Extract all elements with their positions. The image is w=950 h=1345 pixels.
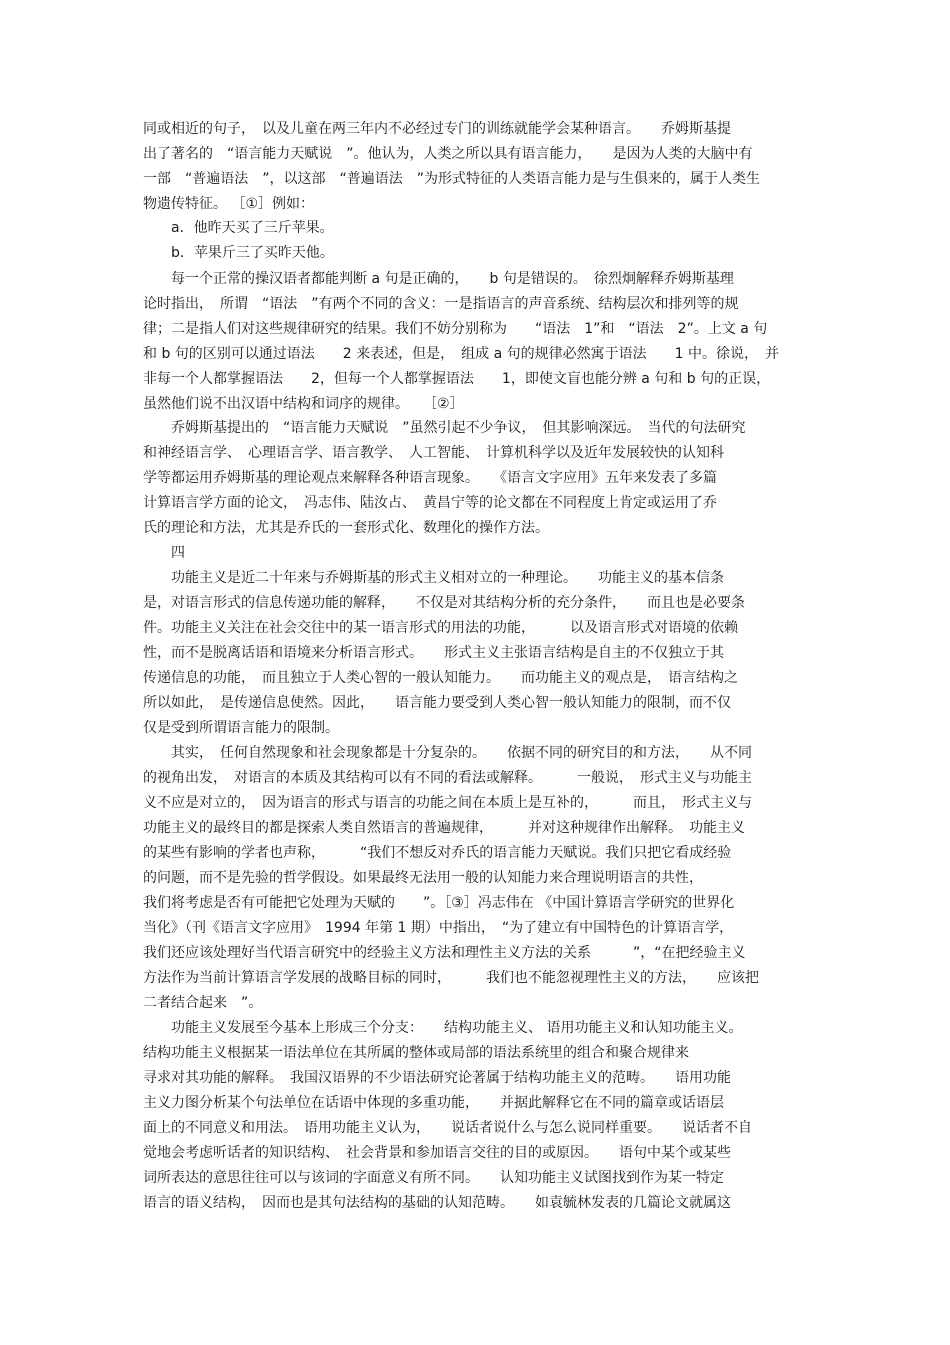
text-line: 觉地会考虑听话者的知识结构、 社会背景和参加语言交往的目的或原因。 语句中某个或某些 xyxy=(143,1145,731,1161)
section-heading: 四 xyxy=(143,545,185,561)
text-line: 功能主义的最终目的都是探索人类自然语言的普遍规律， 并对这种规律作出解释。 功能主义 xyxy=(143,820,745,836)
text-line: 寻求对其功能的解释。 我国汉语界的不少语法研究论著属于结构功能主义的范畴。 语用功能 xyxy=(143,1070,731,1086)
text-line: 的问题，而不是先验的哲学假设。如果最终无法用一般的认知能力来合理说明语言的共性， xyxy=(143,870,703,886)
text-line: 主义力图分析某个句法单位在话语中体现的多重功能， 并据此解释它在不同的篇章或话语层 xyxy=(143,1095,724,1111)
text-line: 所以如此， 是传递信息使然。因此， 语言能力要受到人类心智一般认知能力的限制，而不仅 xyxy=(143,695,731,711)
text-line: 功能主义是近二十年来与乔姆斯基的形式主义相对立的一种理论。 功能主义的基本信条 xyxy=(143,570,724,586)
text-line: 和神经语言学、 心理语言学、语言教学、 人工智能、 计算机科学以及近年发展较快的认知科 xyxy=(143,445,724,461)
text-line: 氏的理论和方法，尤其是乔氏的一套形式化、数理化的操作方法。 xyxy=(143,520,549,536)
text-line: 方法作为当前计算语言学发展的战略目标的同时， 我们也不能忽视理性主义的方法， 应该把 xyxy=(143,970,759,986)
text-line: 当化》（刊《语言文字应用》 1994 年第 1 期）中指出， “为了建立有中国特色的计算语言学， xyxy=(143,920,734,936)
text-line: 学等都运用乔姆斯基的理论观点来解释各种语言现象。 《语言文字应用》五年来发表了多篇 xyxy=(143,470,717,486)
text-line: 件。功能主义关注在社会交往中的某一语言形式的用法的功能， 以及语言形式对语境的依赖 xyxy=(143,620,738,636)
text-line: 传递信息的功能， 而且独立于人类心智的一般认知能力。 而功能主义的观点是， 语言结构之 xyxy=(143,670,738,686)
text-line: 同或相近的句子， 以及儿童在两三年内不必经过专门的训练就能学会某种语言。 乔姆斯基提 xyxy=(143,121,731,137)
text-line: 出了著名的 “语言能力天赋说 ”。他认为，人类之所以具有语言能力， 是因为人类的大脑中有 xyxy=(143,146,753,162)
text-line: 乔姆斯基提出的 “语言能力天赋说 ”虽然引起不少争议， 但其影响深远。 当代的句法研究 xyxy=(143,420,746,436)
text-line: 词所表达的意思往往可以与该词的字面意义有所不同。 认知功能主义试图找到作为某一特定 xyxy=(143,1170,724,1186)
text-line: 一部 “普遍语法 ”，以这部 “普遍语法 ”为形式特征的人类语言能力是与生俱来的，属于人类生 xyxy=(143,171,761,187)
text-line: 是，对语言形式的信息传递功能的解释， 不仅是对其结构分析的充分条件， 而且也是必要条 xyxy=(143,595,745,611)
text-line: 面上的不同意义和用法。 语用功能主义认为， 说话者说什么与怎么说同样重要。 说话者不自 xyxy=(143,1120,752,1136)
text-line: 仅是受到所谓语言能力的限制。 xyxy=(143,720,339,736)
text-line: 义不应是对立的， 因为语言的形式与语言的功能之间在本质上是互补的， 而且， 形式主义与 xyxy=(143,795,752,811)
text-line: 结构功能主义根据某一语法单位在其所属的整体或局部的语法系统里的组合和聚合规律来 xyxy=(143,1045,689,1061)
text-line: 二者结合起来 ”。 xyxy=(143,995,263,1011)
text-line: 其实， 任何自然现象和社会现象都是十分复杂的。 依据不同的研究目的和方法， 从不同 xyxy=(143,745,752,761)
text-line: 的某些有影响的学者也声称， “我们不想反对乔氏的语言能力天赋说。我们只把它看成经验 xyxy=(143,845,732,861)
text-line: 非每一个人都掌握语法 2，但每一个人都掌握语法 1，即使文盲也能分辨 a 句和 b 句的正误， xyxy=(143,371,771,387)
text-line: a．他昨天买了三斤苹果。 xyxy=(143,220,334,236)
text-line: 功能主义发展至今基本上形成三个分支： 结构功能主义、 语用功能主义和认知功能主义。 xyxy=(143,1020,743,1036)
text-line: 性，而不是脱离话语和语境来分析语言形式。 形式主义主张语言结构是自主的不仅独立于其 xyxy=(143,645,724,661)
text-line: 我们还应该处理好当代语言研究中的经验主义方法和理性主义方法的关系 ”，“在把经验主义 xyxy=(143,945,746,961)
text-line: 律；二是指人们对这些规律研究的结果。我们不妨分别称为 “语法 1”和 “语法 2”。上文 a 句 xyxy=(143,321,768,337)
text-line: 计算语言学方面的论文， 冯志伟、陆汝占、 黄昌宁等的论文都在不同程度上肯定或运用了乔 xyxy=(143,495,717,511)
text-line: 和 b 句的区别可以通过语法 2 来表述，但是， 组成 a 句的规律必然寓于语法 1 中。徐说， 并 xyxy=(143,346,779,362)
text-line: b．苹果斤三了买昨天他。 xyxy=(143,245,334,261)
text-line: 每一个正常的操汉语者都能判断 a 句是正确的， b 句是错误的。 徐烈炯解释乔姆斯基理 xyxy=(143,271,734,287)
text-line: 语言的语义结构， 因而也是其句法结构的基础的认知范畴。 如袁毓林发表的几篇论文就属这 xyxy=(143,1195,731,1211)
text-line: 我们将考虑是否有可能把它处理为天赋的 ”。［③］冯志伟在 《中国计算语言学研究的世界化 xyxy=(143,895,735,911)
text-line: 论时指出， 所谓 “语法 ”有两个不同的含义：一是指语言的声音系统、结构层次和排列等的规 xyxy=(143,296,739,312)
text-line: 的视角出发， 对语言的本质及其结构可以有不同的看法或解释。 一般说， 形式主义与功能主 xyxy=(143,770,752,786)
text-line: 虽然他们说不出汉语中结构和词序的规律。 ［②］ xyxy=(143,396,464,412)
text-line: 物遗传特征。 ［①］例如： xyxy=(143,196,315,212)
